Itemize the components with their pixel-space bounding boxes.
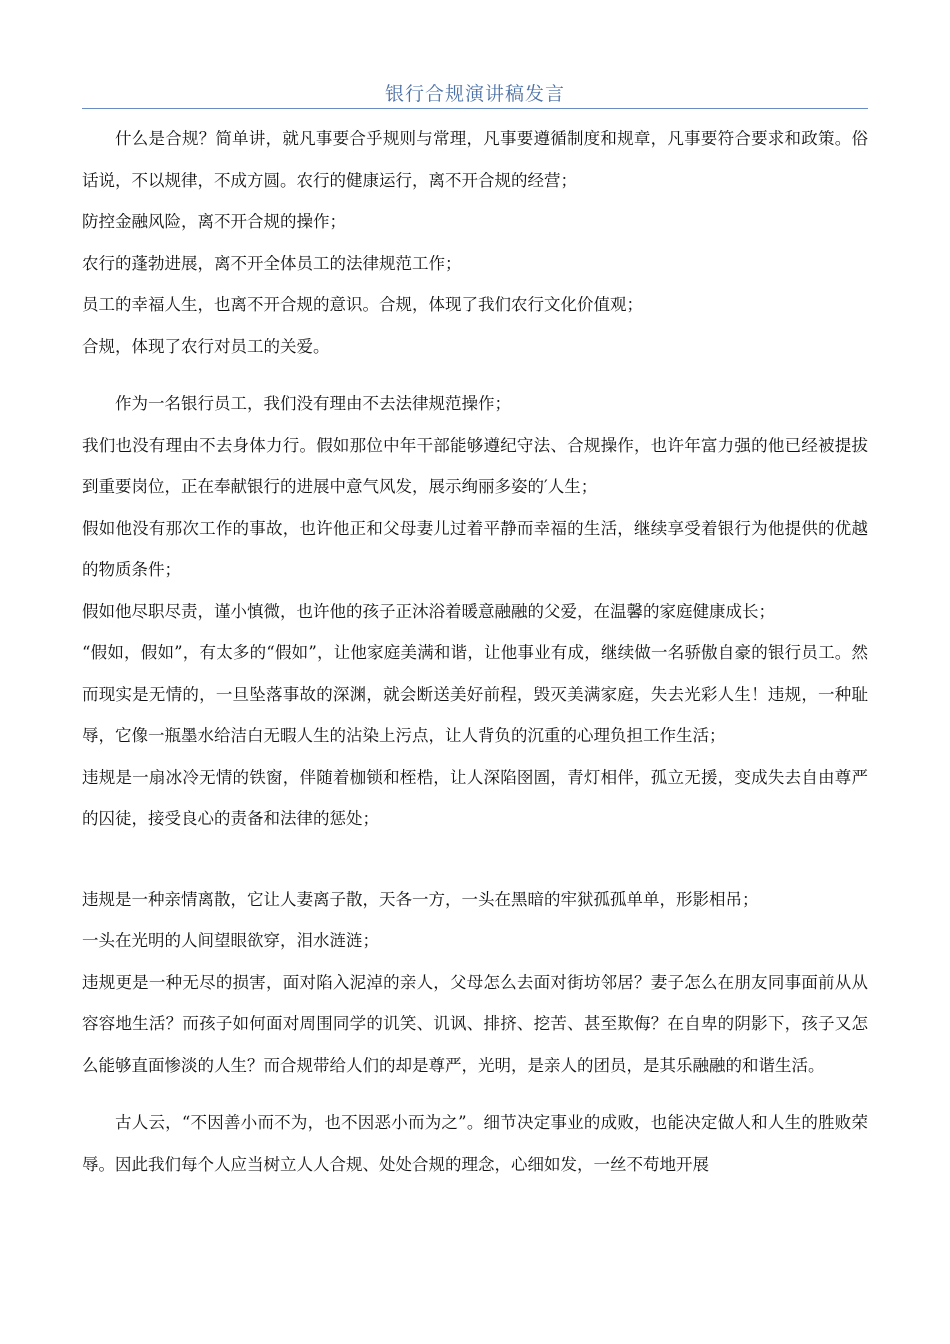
paragraph: 假如他没有那次工作的事故，也许他正和父母妻儿过着平静而幸福的生活，继续享受着银行为他提供的优越的物质条件； [82,518,868,579]
paragraph: 作为一名银行员工，我们没有理由不去法律规范操作； [115,394,511,413]
paragraph: 假如他尽职尽责，谨小慎微，也许他的孩子正沐浴着暖意融融的父爱，在温馨的家庭健康成长； [82,601,775,621]
document-body [82,118,868,1185]
paragraph-spacer [82,1086,868,1102]
paragraph: 违规是一种亲情离散，它让人妻离子散，天各一方，一头在黑暗的牢狱孤孤单单，形影相吊； [82,889,759,909]
paragraph-spacer [82,840,868,879]
paragraph: 违规是一扇冰冷无情的铁窗，伴随着枷锁和桎梏，让人深陷囹圄，青灯相伴，孤立无援，变成失去自由尊严的囚徒，接受良心的责备和法律的惩处； [82,767,868,828]
paragraph: 一头在光明的人间望眼欲穿，泪水涟涟； [82,931,379,950]
paragraph: 防控金融风险，离不开合规的操作； [82,212,346,231]
title-underline [82,108,868,109]
paragraph: 我们也没有理由不去身体力行。假如那位中年干部能够遵纪守法、合规操作，也许年富力强的他已经被提拔到重要岗位，正在奉献银行的进展中意气风发，展示绚丽多姿的′人生； [82,435,868,496]
paragraph: 员工的幸福人生，也离不开合规的意识。合规，体现了我们农行文化价值观； [82,295,643,314]
paragraph-spacer [82,367,868,383]
paragraph: 什么是合规？简单讲，就凡事要合乎规则与常理，凡事要遵循制度和规章，凡事要符合要求和政策。俗话说，不以规律，不成方圆。农行的健康运行，离不开合规的经营； [82,129,868,190]
paragraph: “假如，假如”，有太多的“假如”，让他家庭美满和谐，让他事业有成，继续做一名骄傲自豪的银行员工。然而现实是无情的，一旦坠落事故的深渊，就会断送美好前程，毁灭美满家庭，失去光彩人生！违规，一种耻辱，它像一瓶墨水给洁白无暇人生的沾染上污点，让人背负的沉重的心理负担工作生活； [82,643,868,745]
paragraph: 违规更是一种无尽的损害，面对陷入泥淖的亲人，父母怎么去面对街坊邻居？妻子怎么在朋友同事面前从从容容地生活？而孩子如何面对周围同学的讥笑、讥讽、排挤、挖苦、甚至欺侮？在自卑的阴影下，孩子又怎么能够直面惨淡的人生？而合规带给人们的却是尊严，光明，是亲人的团员，是其乐融融的和谐生活。 [82,972,868,1075]
paragraph: 古人云，“不因善小而不为，也不因恶小而为之”。细节决定事业的成败，也能决定做人和人生的胜败荣辱。因此我们每个人应当树立人人合规、处处合规的理念，心细如发，一丝不苟地开展 [82,1113,868,1174]
document-title: 银行合规演讲稿发言 [384,83,565,105]
paragraph: 合规，体现了农行对员工的关爱。 [82,336,330,356]
paragraph: 农行的蓬勃进展，离不开全体员工的法律规范工作； [82,253,462,273]
